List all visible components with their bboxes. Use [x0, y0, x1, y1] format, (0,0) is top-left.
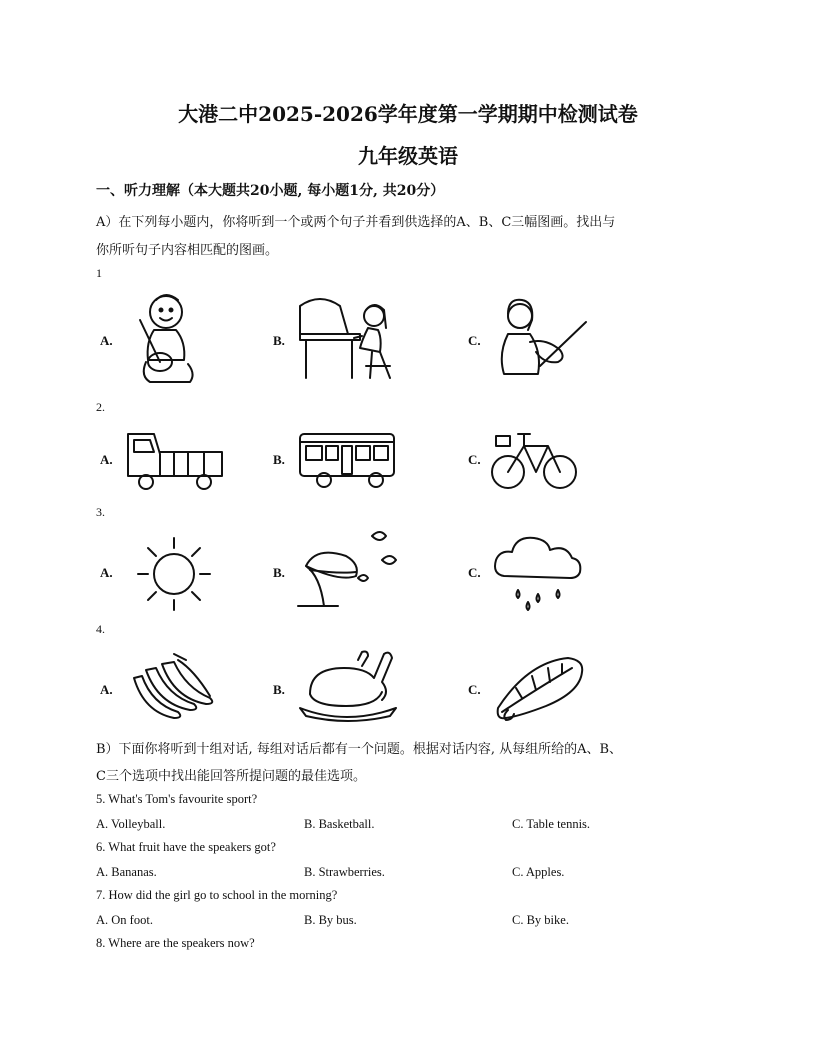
q7-option-b: B. By bus. — [304, 913, 357, 927]
q2-option-b-label: B. — [273, 452, 285, 467]
part-a-instructions-line1: A）在下列每小题内，你将听到一个或两个句子并看到供选择的A、B、C三幅图画。找出与 — [96, 215, 616, 230]
q4-option-b-label: B. — [273, 682, 285, 697]
q2-option-a-label: A. — [100, 452, 113, 467]
boy-guitar-icon — [120, 290, 200, 386]
q3-option-c-label: C. — [468, 565, 481, 580]
q4-option-a-label: A. — [100, 682, 113, 697]
exam-subtitle: 九年级英语 — [358, 144, 458, 168]
question-5: 5. What's Tom's favourite sport? — [96, 792, 258, 806]
rain-cloud-icon — [490, 530, 590, 612]
question-number-2: 2. — [96, 400, 105, 414]
sun-icon — [134, 534, 214, 614]
question-7: 7. How did the girl go to school in the morning? — [96, 888, 338, 902]
q7-option-c: C. By bike. — [512, 913, 569, 927]
girl-piano-icon — [296, 296, 400, 382]
windy-tree-icon — [294, 526, 404, 612]
q3-option-a-label: A. — [100, 565, 113, 580]
question-8: 8. Where are the speakers now? — [96, 936, 255, 950]
part-b-instructions-line2: C三个选项中找出能回答所提问题的最佳选项。 — [96, 769, 366, 784]
q6-option-a: A. Bananas. — [96, 865, 157, 879]
q5-option-a: A. Volleyball. — [96, 817, 166, 831]
cabbage-icon — [492, 652, 588, 722]
question-number-4: 4. — [96, 622, 105, 636]
q1-option-a-label: A. — [100, 333, 113, 348]
q5-option-c: C. Table tennis. — [512, 817, 591, 831]
part-b-instructions-line1: B）下面你将听到十组对话, 每组对话后都有一个问题。根据对话内容, 从每组所给的A、B、 — [96, 742, 623, 757]
q3-option-b-label: B. — [273, 565, 285, 580]
q7-option-a: A. On foot. — [96, 913, 153, 927]
q5-option-b: B. Basketball. — [304, 817, 375, 831]
roast-chicken-icon — [296, 646, 400, 726]
q1-option-c-label: C. — [468, 333, 481, 348]
bicycle-icon — [490, 426, 580, 492]
q1-option-b-label: B. — [273, 333, 285, 348]
question-number-1: 1 — [96, 266, 102, 280]
girl-violin-icon — [490, 296, 590, 382]
q2-option-c-label: C. — [468, 452, 481, 467]
question-number-3: 3. — [96, 505, 105, 519]
q6-option-c: C. Apples. — [512, 865, 565, 879]
section-heading: 一、听力理解（本大题共20小题, 每小题1分, 共20分） — [96, 183, 445, 199]
exam-title: 大港二中2025-2026学年度第一学期期中检测试卷 — [178, 102, 638, 126]
bus-icon — [296, 430, 400, 490]
question-6: 6. What fruit have the speakers got? — [96, 840, 276, 854]
truck-icon — [124, 426, 224, 492]
part-a-instructions-line2: 你所听句子内容相匹配的图画。 — [96, 243, 279, 258]
q4-option-c-label: C. — [468, 682, 481, 697]
q6-option-b: B. Strawberries. — [304, 865, 385, 879]
bananas-icon — [128, 648, 220, 724]
